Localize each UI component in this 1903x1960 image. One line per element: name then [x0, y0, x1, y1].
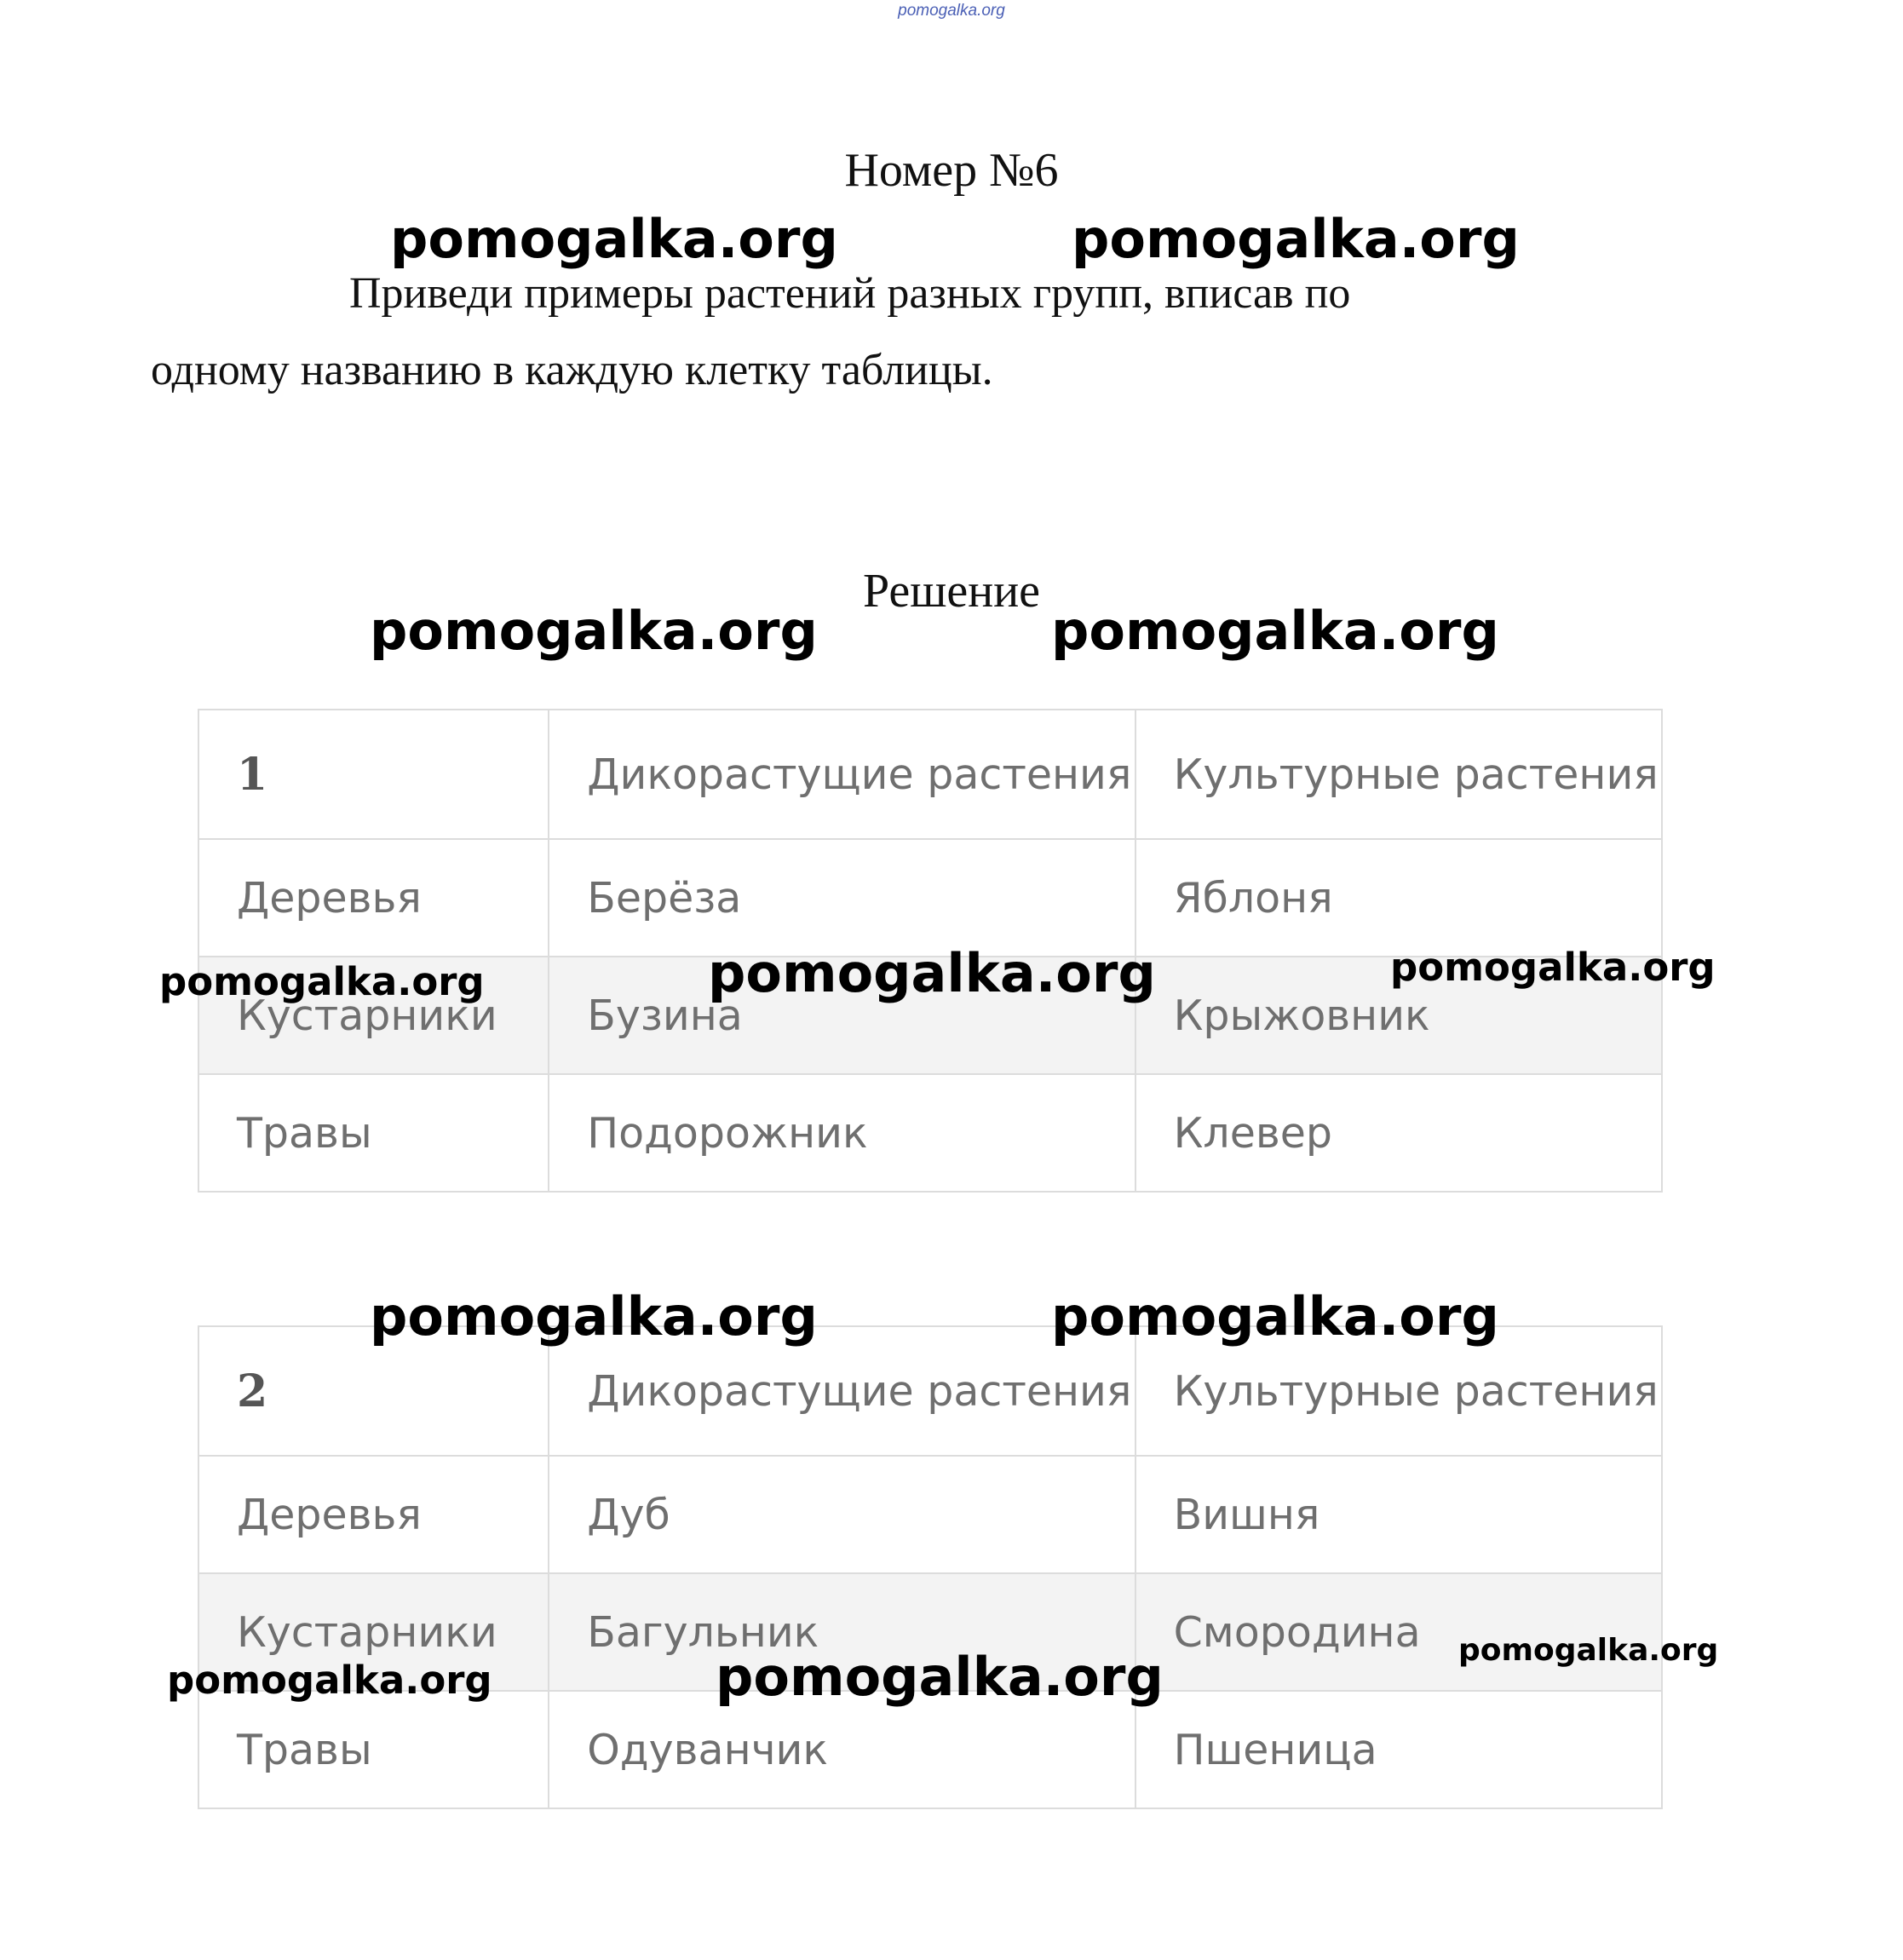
cultivated-plant-cell: Смородина — [1135, 1573, 1662, 1691]
header-watermark: pomogalka.org — [898, 2, 1005, 20]
watermark: pomogalka.org — [370, 1285, 818, 1348]
table-header-row — [198, 710, 1662, 839]
watermark: pomogalka.org — [1051, 1285, 1499, 1348]
wild-plant-cell: Багульник — [549, 1573, 1135, 1691]
wild-plant-cell: Подорожник — [549, 1074, 1135, 1192]
plants-table-2 — [198, 1325, 1663, 1809]
task-text: Приведи примеры растений разных групп, вписав по одному названию в каждую клетку таблицы. — [151, 269, 1351, 394]
watermark: pomogalka.org — [1390, 945, 1716, 990]
cultivated-plant-cell: Крыжовник — [1135, 957, 1662, 1074]
table-number: 1 — [198, 710, 549, 839]
table-row — [198, 1691, 1662, 1808]
wild-plant-cell: Бузина — [549, 957, 1135, 1074]
column-header-cultivated: Культурные растения — [1135, 1326, 1662, 1456]
solution-heading: Решение — [862, 565, 1041, 618]
column-header-cultivated: Культурные растения — [1135, 710, 1662, 839]
row-group-label: Деревья — [198, 1456, 549, 1573]
cultivated-plant-cell: Яблоня — [1135, 839, 1662, 957]
cultivated-plant-cell: Клевер — [1135, 1074, 1662, 1192]
row-group-label: Кустарники — [198, 1573, 549, 1691]
column-header-wild: Дикорастущие растения — [549, 1326, 1135, 1456]
table-number: 2 — [198, 1326, 549, 1456]
wild-plant-cell: Берёза — [549, 839, 1135, 957]
table-row — [198, 1456, 1662, 1573]
wild-plant-cell: Дуб — [549, 1456, 1135, 1573]
row-group-label: Кустарники — [198, 957, 549, 1074]
row-group-label: Деревья — [198, 839, 549, 957]
table-row — [198, 1074, 1662, 1192]
watermark: pomogalka.org — [390, 208, 838, 270]
cultivated-plant-cell: Вишня — [1135, 1456, 1662, 1573]
cultivated-plant-cell: Пшеница — [1135, 1691, 1662, 1808]
watermark: pomogalka.org — [1458, 1633, 1719, 1668]
row-group-label: Травы — [198, 1074, 549, 1192]
watermark: pomogalka.org — [716, 1646, 1164, 1708]
column-header-wild: Дикорастущие растения — [549, 710, 1135, 839]
page-title: Номер №6 — [844, 144, 1059, 197]
watermark: pomogalka.org — [708, 942, 1156, 1004]
watermark: pomogalka.org — [167, 1658, 492, 1703]
watermark: pomogalka.org — [1072, 208, 1520, 270]
wild-plant-cell: Одуванчик — [549, 1691, 1135, 1808]
watermark: pomogalka.org — [1051, 600, 1499, 662]
watermark: pomogalka.org — [159, 959, 485, 1004]
watermark: pomogalka.org — [370, 600, 818, 662]
row-group-label: Травы — [198, 1691, 549, 1808]
table-row — [198, 839, 1662, 957]
